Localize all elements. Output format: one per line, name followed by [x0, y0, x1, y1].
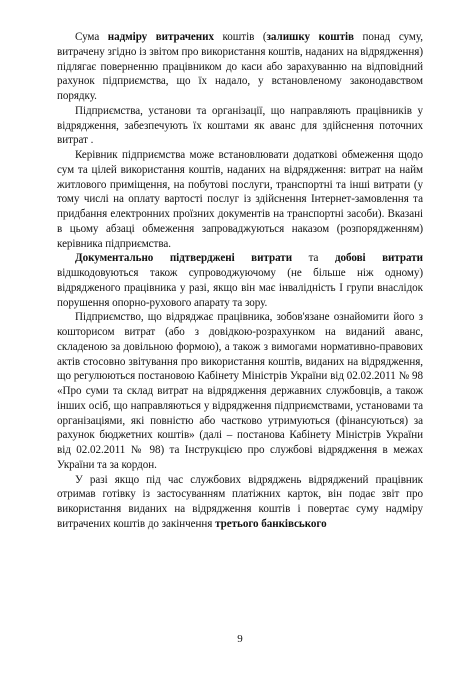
body-text	[57, 30, 423, 532]
paragraph	[57, 310, 423, 472]
text-run: Підприємства, установи та організації, що направляють працівників у відрядження, забезпечують їх коштами як аванс для здійснення поточних витрат .	[57, 104, 423, 147]
paragraph	[57, 473, 423, 532]
text-run: та	[292, 252, 335, 265]
text-run: понад суму, витрачену згідно із звітом про використання коштів, наданих на відрядження) підлягає поверненню працівником до каси або зарахуванню на відповідний рахунок підприємства, що їх надало, у встановленому законодавством порядку.	[57, 31, 423, 102]
text-run: коштів (	[213, 31, 267, 43]
text-run: відшкодовуються також супроводжуючому (не більше ніж одному) відрядженого працівника у разі, якщо він має інвалідність I групи внаслідок порушення опорно-рухового апарату та зору.	[57, 267, 423, 309]
text-run: Підприємство, що відряджає працівника, зобов'язане ознайомити його з кошторисом витрат (або з довідкою-розрахунком на виданий аванс, складеною за довільною формою), а також з вимогами нормативно-правових актів стосовно звітування про використання коштів, виданих на відрядження, що регулюються постановою Кабінету Міністрів України від 02.02.2011 № 98 «Про суми та склад витрат на відрядження державних службовців, а також інших осіб, що направляються у відрядження підприємствами, установами та організаціями, які повністю або частково утримуються (фінансуються) за рахунок бюджетних коштів» (далі – постанова Кабінету Міністрів України від 02.02.2011 № 98) та Інструкцією про службові відрядження в межах України та за кордон.	[57, 311, 423, 471]
paragraph	[57, 30, 423, 104]
text-run: У разі якщо під час службових відряджень відряджений працівник отримав готівку із застосуванням платіжних карток, він подає звіт про використання виданих на відрядження коштів і повертає суму надміру витрачених коштів до закінчення	[57, 473, 423, 530]
paragraph	[57, 251, 423, 310]
page-number: 9	[237, 633, 243, 645]
bold-text-run: третього банківського	[215, 517, 327, 530]
bold-text-run: добові витрати	[334, 252, 424, 265]
bold-text-run: залишку коштів	[266, 31, 354, 43]
paragraph	[57, 104, 423, 148]
text-run: Сума	[75, 31, 108, 43]
bold-text-run: надміру витрачених	[107, 31, 214, 43]
bold-text-run: Документально підтверджені витрати	[75, 252, 293, 265]
paragraph	[57, 148, 423, 251]
text-run: Керівник підприємства може встановлювати додаткові обмеження щодо сум та цілей використання коштів, наданих на відрядження: витрат на найм житлового приміщення, на побутові послуги, транспортні та інші витрати (у тому числі на оплату вартості послуг із здійснення Інтернет-замовлення та придбання електронних проїзних документів на транспортні засоби). Вказані в цьому абзаці обмеження запроваджуються наказом (розпорядженням) керівника підприємства.	[57, 149, 423, 250]
